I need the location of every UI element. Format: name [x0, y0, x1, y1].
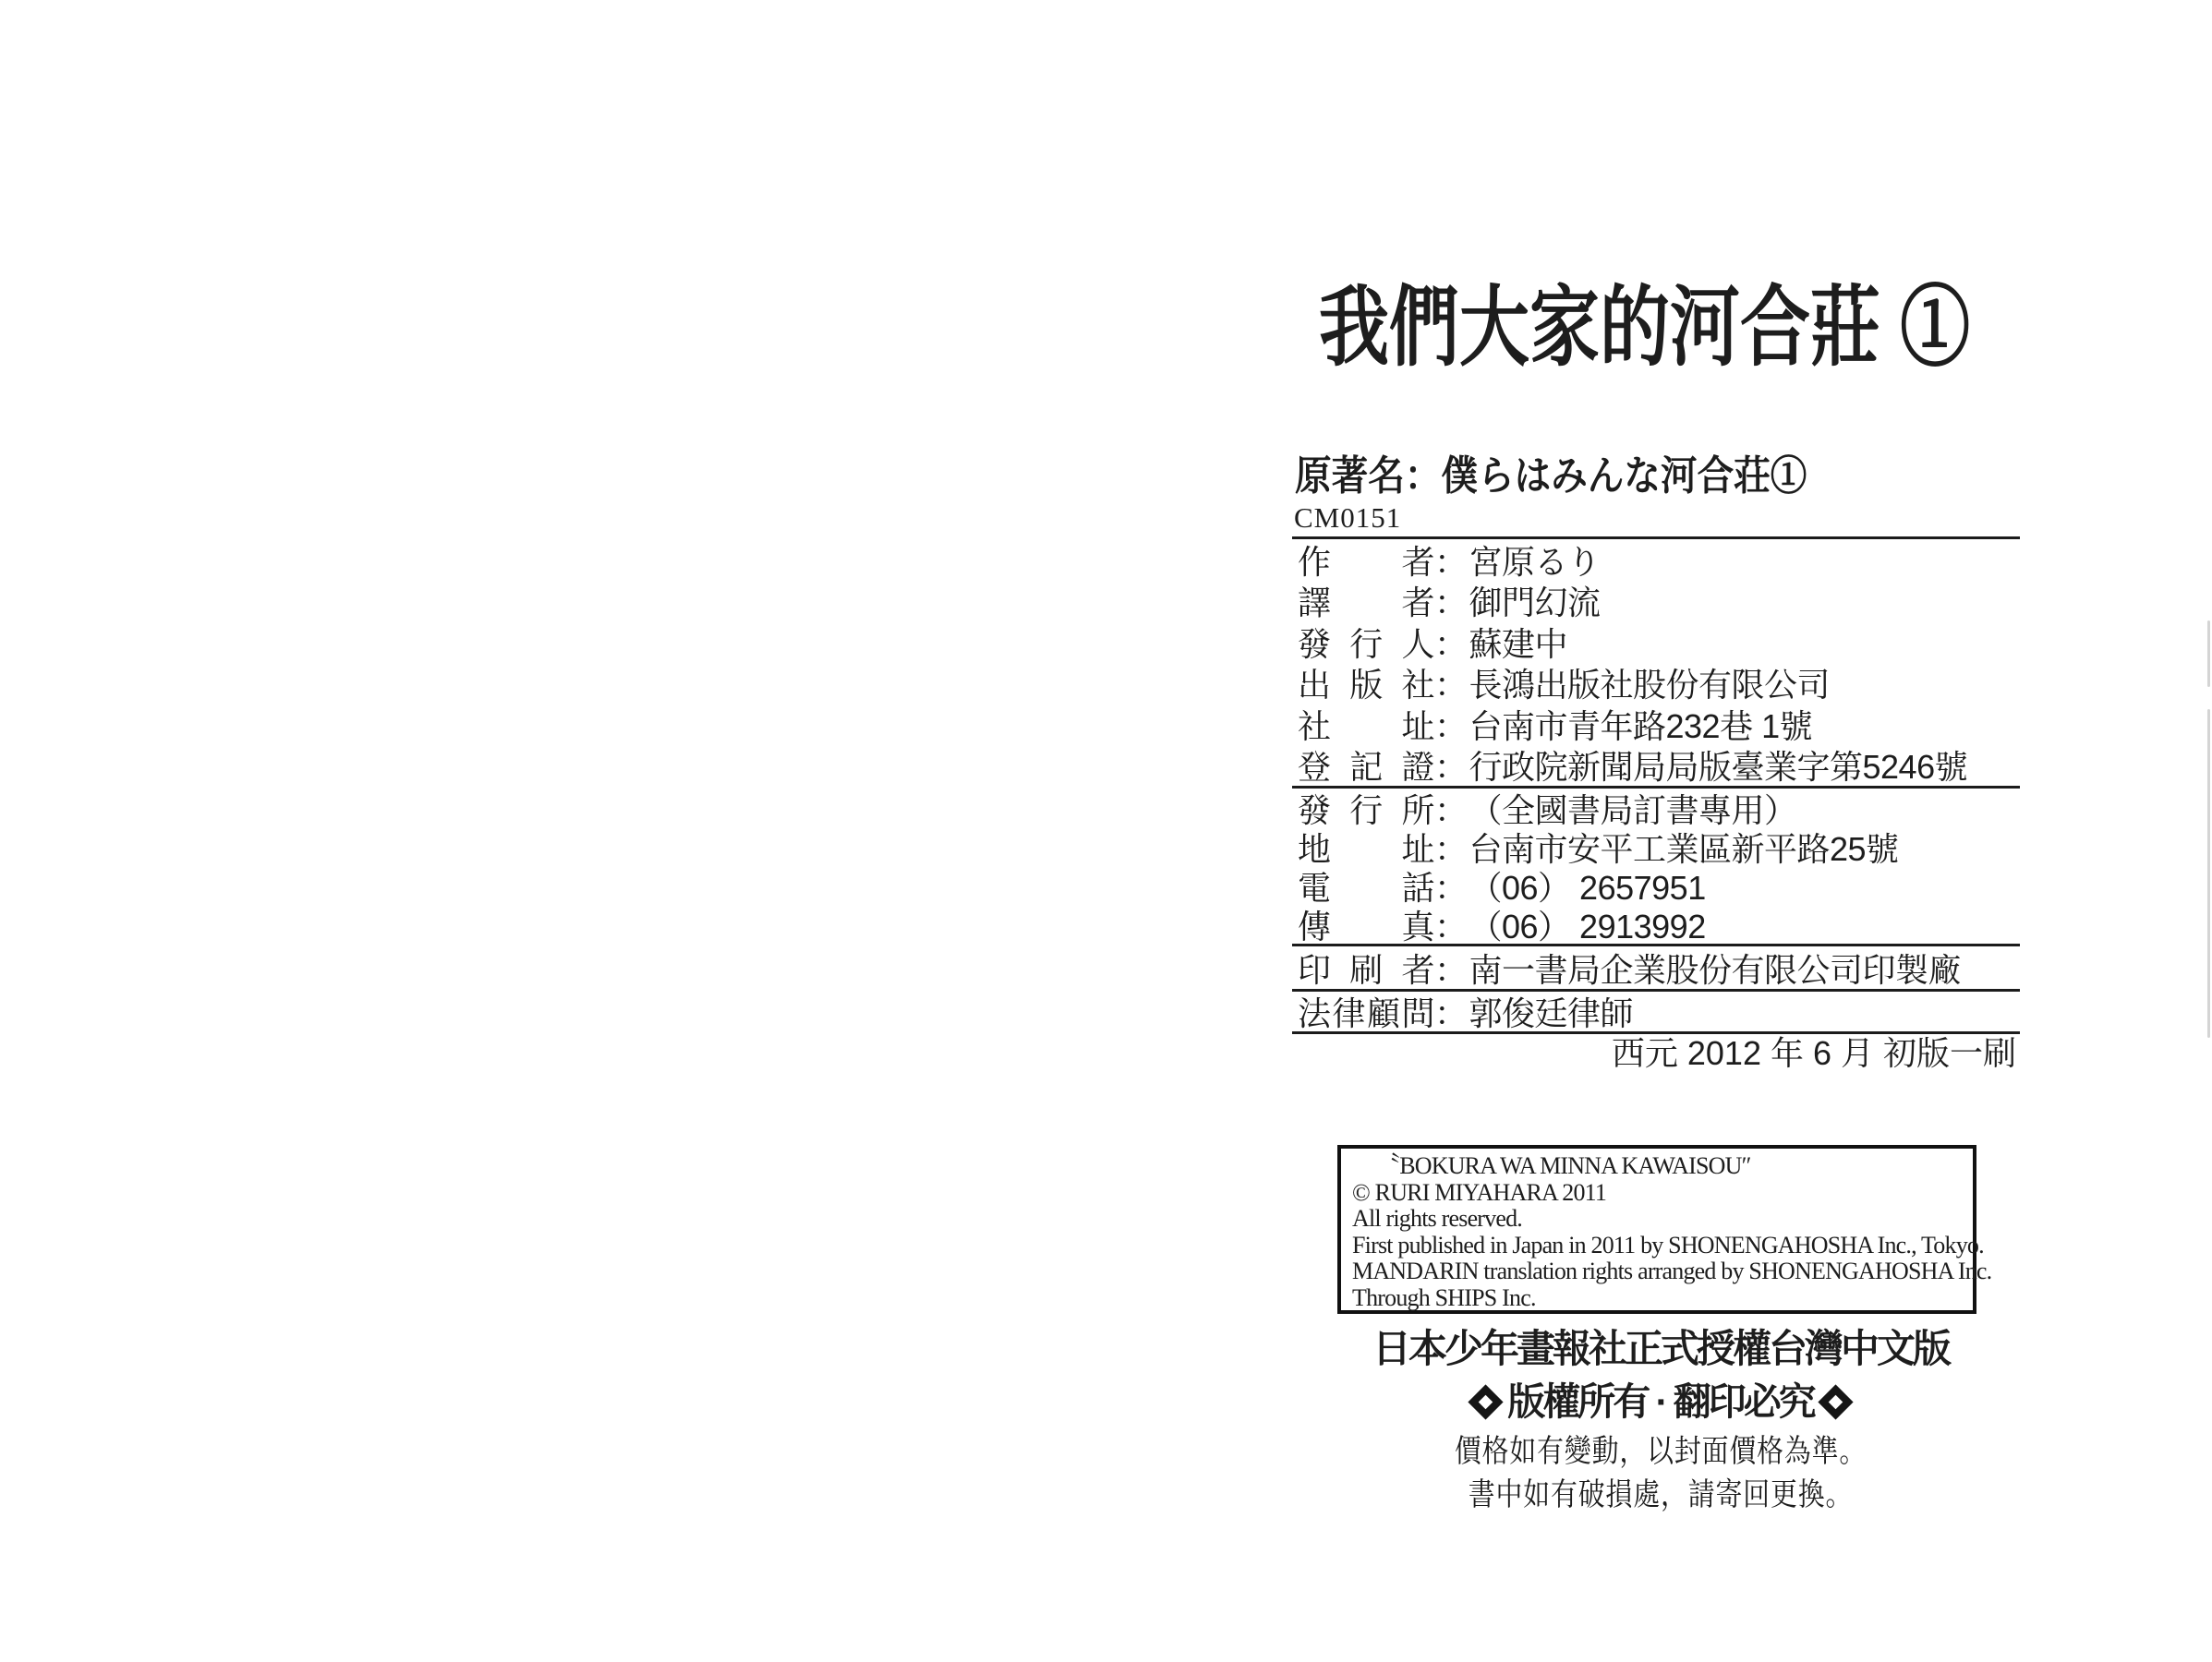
table-row: [1292, 905, 2020, 944]
copyright-line: All rights reserved.: [1352, 1205, 1523, 1233]
row-value: 長鴻出版社股份有限公司: [1469, 666, 1831, 705]
colophon-group: [1292, 944, 2020, 989]
row-value: 行政院新聞局局版臺業字第5246號: [1469, 748, 1968, 787]
row-value: （06） 2913992: [1469, 907, 1706, 945]
product-code: CM0151: [1294, 501, 1402, 534]
license-line: 日本少年畫報社正式授權台灣中文版: [1372, 1327, 1949, 1370]
row-colon: ：: [1434, 994, 1468, 1032]
table-row: [1292, 745, 2020, 787]
notice-line: 價格如有變動，以封面價格為準。: [1454, 1435, 1868, 1469]
diamond-icon: [1818, 1384, 1853, 1419]
edition-line: 西元 2012 年 6 月 初版一刷: [1611, 1034, 2016, 1072]
row-label: 電話: [1298, 868, 1434, 907]
row-colon: ：: [1434, 907, 1468, 945]
row-label: 社址: [1298, 706, 1434, 745]
row-colon: ：: [1434, 584, 1468, 622]
copyright-line: © RURI MIYAHARA 2011: [1352, 1178, 1607, 1206]
row-value: 宮原るり: [1469, 542, 1601, 581]
row-value: 郭俊廷律師: [1469, 994, 1634, 1032]
row-label: 地址: [1298, 829, 1434, 868]
copyright-line: MANDARIN translation rights arranged by SHONENGAHOSHA Inc.: [1352, 1258, 1992, 1285]
row-label: 法律顧問: [1298, 994, 1434, 1032]
row-value: 台南市安平工業區新平路25號: [1469, 829, 1899, 868]
table-row: [1292, 789, 2020, 827]
colophon-group: [1292, 536, 2020, 786]
row-colon: ：: [1434, 542, 1468, 581]
copyright-box: [1337, 1145, 1992, 1314]
row-value: （06） 2657951: [1469, 868, 1706, 907]
scan-gutter-artifact: [2207, 709, 2210, 1038]
row-label: 登記證: [1298, 748, 1434, 787]
row-colon: ：: [1434, 868, 1468, 907]
footer-notices: [1337, 1326, 1984, 1517]
row-label: 發行所: [1298, 790, 1434, 829]
diamond-icon: [1469, 1384, 1504, 1419]
original-title: 原著名：僕らはみんな河合荘①: [1295, 453, 1807, 499]
row-value: 台南市青年路232巷 1號: [1469, 706, 1813, 745]
table-row: [1292, 704, 2020, 745]
row-value: 蘇建中: [1469, 624, 1568, 663]
colophon-group: [1292, 786, 2020, 944]
row-colon: ：: [1434, 666, 1468, 705]
row-value: 御門幻流: [1469, 584, 1601, 622]
table-row: [1292, 866, 2020, 905]
row-label: 傳真: [1298, 907, 1434, 945]
table-row: [1292, 581, 2020, 622]
copyright-line: First published in Japan in 2011 by SHONENGAHOSHA Inc., Tokyo.: [1352, 1231, 1984, 1259]
scan-gutter-artifact: [2207, 620, 2210, 687]
table-row: [1292, 539, 2020, 581]
table-row: [1292, 992, 2020, 1031]
row-label: 發行人: [1298, 624, 1434, 663]
row-colon: ：: [1434, 829, 1468, 868]
rights-line: [1337, 1379, 1984, 1424]
row-label: 出版社: [1298, 666, 1434, 705]
row-colon: ：: [1434, 790, 1468, 829]
table-row: [1292, 663, 2020, 705]
colophon-table: [1292, 536, 2020, 1034]
row-label: 作者: [1298, 542, 1434, 581]
notice-line: 書中如有破損處，請寄回更換。: [1468, 1478, 1854, 1512]
copyright-line: Through SHIPS Inc.: [1352, 1283, 1536, 1311]
colophon-group: [1292, 989, 2020, 1031]
row-colon: ：: [1434, 748, 1468, 787]
table-row: [1292, 827, 2020, 866]
row-value: 南一書局企業股份有限公司印製廠: [1469, 950, 1962, 989]
page-title: 我們大家的河合莊 ①: [1319, 279, 1971, 377]
row-label: 譯者: [1298, 584, 1434, 622]
row-value: （全國書局訂書專用）: [1469, 790, 1797, 829]
table-row: [1292, 946, 2020, 989]
row-label: 印刷者: [1298, 950, 1434, 989]
rights-line-text: 版權所有 · 翻印必究: [1507, 1380, 1814, 1423]
row-colon: ：: [1434, 706, 1468, 745]
copyright-line: 〝BOKURA WA MINNA KAWAISOU″: [1376, 1152, 1751, 1179]
row-colon: ：: [1434, 624, 1468, 663]
row-colon: ：: [1434, 950, 1468, 989]
table-row: [1292, 621, 2020, 663]
